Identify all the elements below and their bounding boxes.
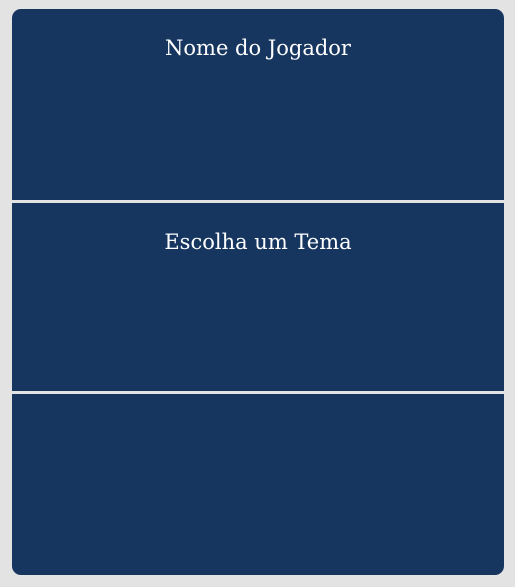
player-name-heading: Nome do Jogador <box>165 36 351 60</box>
player-name-section <box>12 9 504 200</box>
theme-selection-section <box>12 203 504 391</box>
bottom-section <box>12 394 504 575</box>
theme-heading: Escolha um Tema <box>164 230 352 254</box>
game-setup-panel <box>12 9 504 575</box>
